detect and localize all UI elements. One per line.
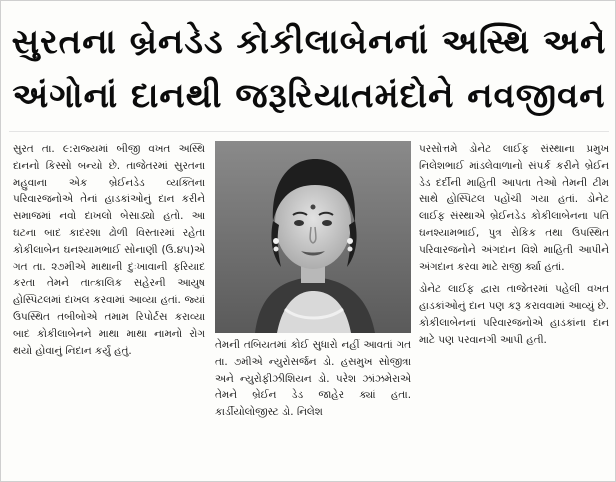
article-body: [1, 135, 616, 482]
article-paragraph: ડોનેટ લાઈફ દ્વારા તાજેતરમાં પહેલી વખત હાડકાંઓનું દાન પણ કરૂ કરાવવામાં આવ્યું છે. કોકીલાબેનનાં પરિવારજનોએ હાડકાંના દાન માટે પણ પરવાનગી આપી હતી.: [419, 283, 609, 346]
headline-divider: [9, 131, 609, 132]
article-column-right: [419, 141, 609, 477]
portrait-photo: [215, 141, 411, 333]
article-paragraph: સુરત તા. ૯:રાજ્યમાં બીજી વખત અસ્થિ દાનનો કિસ્સો બન્યો છે. તાજેતરમાં સુરતના મહુવાના એક બ્રેઈનડેડ વ્યક્તિના પરિવારજનોએ તેનાં હાડકાંઓનું દાન કરીને સમાજમાં નવો દાખલો બેસાડ્યો હતો. આ ઘટના બાદ કાદરશા ઢોળી વિસ્તારમાં રહેતા કોકીલાબેન ઘનશ્યામભાઈ સોનાણી (ઉ.૪૫)એ ગત તા. ૨૭મીએ માથાની દુઃખાવાની ફરિયાદ કરતા તેમને તાત્કાલિક સહેરની આયુષ હોસ્પિટલમાં દાખલ કરવામાં આવ્યા હતાં. જ્યાં ઉપસ્થિત તબીબોએ તમામ રિપોર્ટસ કરાવ્યા બાદ કોકીલાબેનને માથા માથા નામનો રોગ થયો હોવાનું નિદાન કર્યું હતું.: [13, 143, 205, 357]
headline-line-1: સુરતના બ્રેનડેડ કોકીલાબેનનાં અસ્થિ અને: [11, 22, 607, 62]
article-column-middle: [215, 337, 411, 477]
article-column-left: [13, 141, 205, 477]
article-paragraph: પરસોત્તમે ડોનેટ લાઈફ સંસ્થાના પ્રમુખ નિલેશભાઈ માંડલેવાળાનો સંપર્ક કરીને બ્રેઈન ડેડ દર્દીની માહિતી આપતા તેઓ તેમની ટીમ સાથે હોસ્પિટલ પહોંચી ગયા હતાં. ડોનેટ લાઈફ સંસ્થાએ બ્રેઈનડેડ કોકીલાબેનના પતિ ઘનશ્યામભાઈ, પુત્ર રોકિક તથા ઉપસ્થિત પરિવારજનોને અંગદાન વિશે માહિતી આપીને અંગદાન કરવા માટે રાજી ર્ક્યા હતાં.: [419, 143, 609, 273]
headline: [1, 1, 616, 129]
article-paragraph: તેમની તબિયતમાં કોઈ સુધારો નહીં આવતાં ગત તા. ૭મીએ ન્યુરોસર્જન ડો. હસમુખ સોજીત્રા અને ન્યુરોફીઝીશિયન ડો. પરેશ ઝાંઝમેરાએ તેમને બ્રેઈન ડેડ જાહેર ક્યાં હતા. કાર્ડીયોલોજીસ્ટ ડો. નિલેશ: [215, 339, 411, 419]
portrait-image: [215, 141, 411, 333]
headline-line-2: અંગોનાં દાનથી જરૂરિયાતમંદોને નવજીવન: [12, 76, 606, 116]
